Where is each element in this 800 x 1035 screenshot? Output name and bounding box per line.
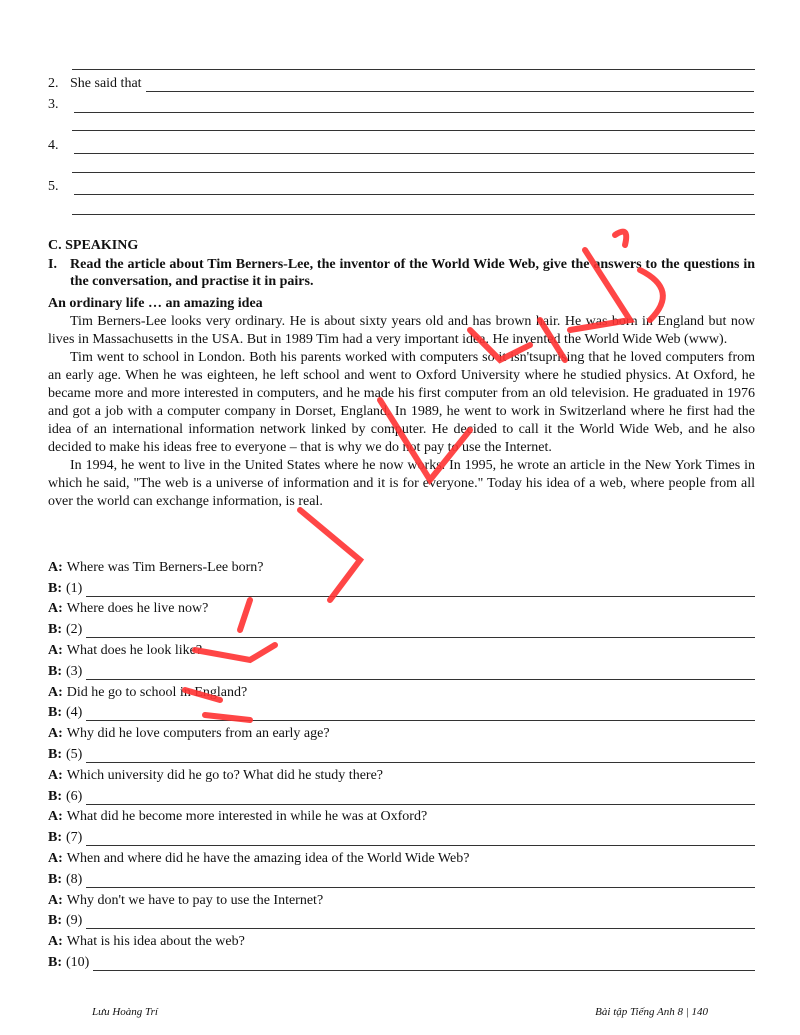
answer-line[interactable] (146, 78, 754, 92)
answer-line[interactable] (86, 584, 755, 597)
answer-line[interactable] (74, 99, 754, 113)
answer-row (48, 950, 755, 971)
question-text: Which university did he go to? What did he study there? (66, 767, 383, 783)
speaker-a: A: (48, 601, 63, 617)
answer-number: (10) (66, 954, 90, 970)
speaker-a: A: (48, 892, 63, 908)
section-title: C. SPEAKING (48, 238, 139, 253)
answer-row (48, 867, 755, 888)
answer-line[interactable] (86, 875, 755, 888)
article-paragraph: Tim Berners-Lee looks very ordinary. He is about sixty years old and has brown hair. He was born in England but now lives in Massachusetts in the USA. But in 1989 Tim had a very important idea. He invented the World Wide Web (www). (48, 314, 755, 347)
answer-number: (2) (66, 622, 83, 638)
question-row (48, 888, 755, 909)
writing-line (72, 69, 755, 70)
item-text: She said that (70, 76, 142, 91)
question-row (48, 597, 755, 618)
question-row (48, 763, 755, 784)
answer-number: (7) (66, 830, 83, 846)
speaker-b: B: (48, 954, 62, 970)
question-row (48, 638, 755, 659)
speaker-a: A: (48, 642, 63, 658)
exercise-item-3 (48, 95, 754, 113)
speaker-a: A: (48, 726, 63, 742)
item-number: 2. (48, 76, 59, 91)
writing-line (72, 130, 755, 131)
answer-number: (5) (66, 746, 83, 762)
article-paragraph: In 1994, he went to live in the United States where he now works. In 1995, he wrote an article in the New York Times in which he said, "The web is a universe of information and it is for everyone." Today his idea of a web, where people from all over the world can exchange information, is real. (48, 458, 755, 509)
question-text: Where does he live now? (66, 601, 209, 617)
item-number: 4. (48, 138, 59, 153)
answer-row (48, 784, 755, 805)
answer-row (48, 825, 755, 846)
answer-line[interactable] (74, 181, 754, 195)
speaker-b: B: (48, 663, 62, 679)
footer-page: Bài tập Tiếng Anh 8 | 140 (595, 1006, 708, 1018)
exercise-item-4 (48, 136, 754, 154)
answer-number: (3) (66, 663, 83, 679)
dialogue (48, 555, 755, 971)
question-text: Why don't we have to pay to use the Internet? (66, 892, 324, 908)
question-row (48, 846, 755, 867)
article-body (48, 313, 755, 511)
answer-number: (6) (66, 788, 83, 804)
answer-line[interactable] (86, 708, 755, 721)
writing-line (72, 214, 755, 215)
instruction-text: Read the article about Tim Berners-Lee, the inventor of the World Wide Web, give the answers to the questions in the conversation, and practise it in pairs. (70, 257, 755, 289)
writing-line (72, 172, 755, 173)
instruction-number: I. (48, 257, 57, 272)
article-paragraph: Tim went to school in London. Both his parents worked with computers so it isn'tsuprising that he loved computers from an early age. When he was eighteen, he left school and went to Oxford University where he studied physics. At Oxford, he became more and more interested in computers, and he made his first computer from an old television. He graduated in 1976 and got a job with a computer company in Dorset, England. In 1989, he went to work in Switzerland where he first had the idea of an international information network linked by computer. He decided to call it the World Wide Web, and he also decided to make his ideas free to everyone – that is why we do not pay to use the Internet. (48, 350, 755, 455)
question-row (48, 555, 755, 576)
speaker-b: B: (48, 830, 62, 846)
article-title: An ordinary life … an amazing idea (48, 296, 263, 311)
question-row (48, 721, 755, 742)
question-text: Did he go to school in England? (66, 684, 248, 700)
item-number: 3. (48, 97, 59, 112)
question-row (48, 680, 755, 701)
speaker-b: B: (48, 746, 62, 762)
answer-row (48, 617, 755, 638)
speaker-b: B: (48, 871, 62, 887)
item-number: 5. (48, 179, 59, 194)
footer-author: Lưu Hoàng Trí (92, 1006, 158, 1018)
question-text: What did he become more interested in while he was at Oxford? (66, 809, 428, 825)
question-row (48, 929, 755, 950)
speaker-b: B: (48, 580, 62, 596)
answer-row (48, 909, 755, 930)
answer-line[interactable] (86, 792, 755, 805)
instruction (48, 256, 755, 290)
answer-number: (8) (66, 871, 83, 887)
speaker-a: A: (48, 809, 63, 825)
speaker-a: A: (48, 934, 63, 950)
question-row (48, 805, 755, 826)
exercise-item-5 (48, 177, 754, 195)
answer-line[interactable] (74, 140, 754, 154)
answer-number: (9) (66, 913, 83, 929)
answer-row (48, 701, 755, 722)
answer-line[interactable] (86, 625, 755, 638)
answer-line[interactable] (86, 750, 755, 763)
answer-row (48, 659, 755, 680)
answer-number: (4) (66, 705, 83, 721)
speaker-b: B: (48, 788, 62, 804)
question-text: When and where did he have the amazing idea of the World Wide Web? (66, 850, 470, 866)
answer-line[interactable] (86, 667, 755, 680)
speaker-a: A: (48, 850, 63, 866)
answer-row (48, 742, 755, 763)
answer-line[interactable] (86, 916, 755, 929)
exercise-item-2 (48, 74, 754, 92)
question-text: What does he look like? (66, 642, 203, 658)
speaker-a: A: (48, 767, 63, 783)
question-text: Where was Tim Berners-Lee born? (66, 559, 264, 575)
speaker-b: B: (48, 622, 62, 638)
question-text: What is his idea about the web? (66, 934, 245, 950)
answer-line[interactable] (86, 833, 755, 846)
answer-line[interactable] (93, 958, 755, 971)
answer-row (48, 576, 755, 597)
question-text: Why did he love computers from an early age? (66, 726, 330, 742)
speaker-b: B: (48, 705, 62, 721)
answer-number: (1) (66, 580, 83, 596)
speaker-a: A: (48, 559, 63, 575)
speaker-b: B: (48, 913, 62, 929)
speaker-a: A: (48, 684, 63, 700)
